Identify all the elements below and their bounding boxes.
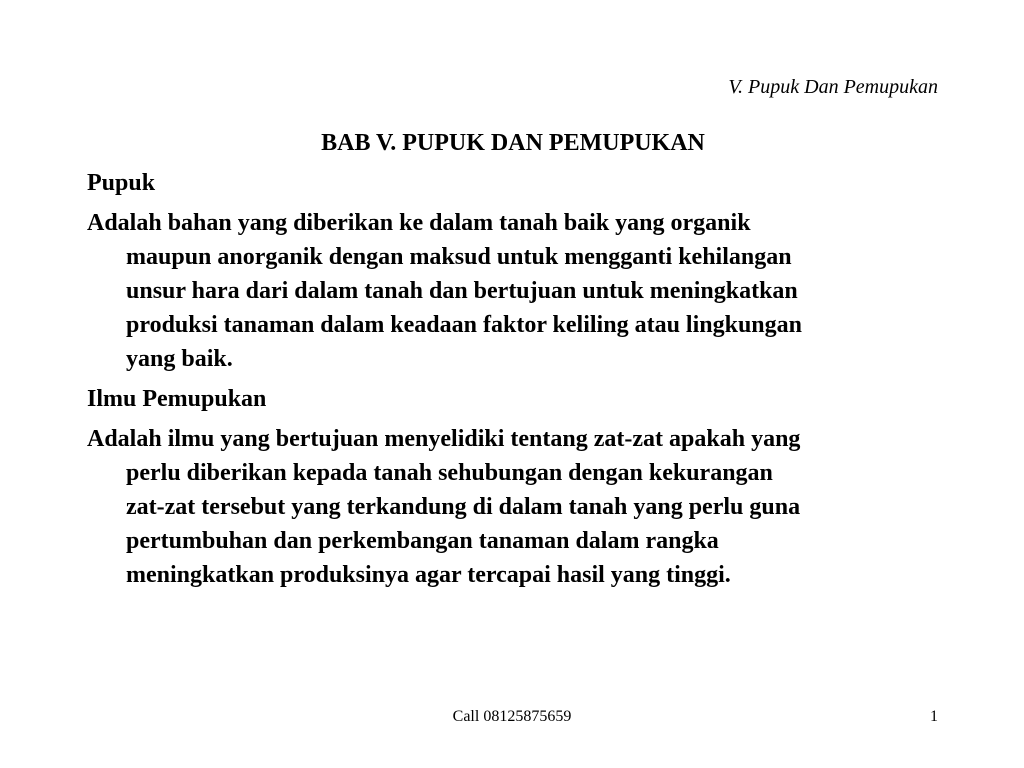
definition-line: maupun anorganik dengan maksud untuk mengganti kehilangan	[126, 244, 792, 270]
chapter-header: V. Pupuk Dan Pemupukan	[728, 76, 938, 98]
definition-pupuk	[87, 206, 947, 376]
definition-line: produksi tanaman dalam keadaan faktor keliling atau lingkungan	[126, 312, 802, 338]
slide-content	[87, 126, 947, 598]
footer-contact: Call 08125875659	[452, 708, 572, 725]
definition-line: zat-zat tersebut yang terkandung di dalam tanah yang perlu guna	[126, 494, 801, 520]
definition-line: Adalah ilmu yang bertujuan menyelidiki tentang zat-zat apakah yang	[87, 426, 801, 452]
definition-ilmu-pemupukan	[87, 422, 947, 592]
term-heading-pupuk: Pupuk	[87, 170, 156, 196]
definition-line: Adalah bahan yang diberikan ke dalam tanah baik yang organik	[87, 210, 751, 236]
definition-line: yang baik.	[126, 346, 233, 372]
definition-line: unsur hara dari dalam tanah dan bertujuan untuk meningkatkan	[126, 278, 798, 304]
slide-title: BAB V. PUPUK DAN PEMUPUKAN	[321, 130, 705, 156]
definition-line: meningkatkan produksinya agar tercapai hasil yang tinggi.	[126, 562, 731, 588]
definition-line: perlu diberikan kepada tanah sehubungan dengan kekurangan	[126, 460, 773, 486]
definition-line: pertumbuhan dan perkembangan tanaman dalam rangka	[126, 528, 719, 554]
term-heading-ilmu-pemupukan: Ilmu Pemupukan	[87, 386, 267, 412]
page-number: 1	[930, 708, 938, 725]
